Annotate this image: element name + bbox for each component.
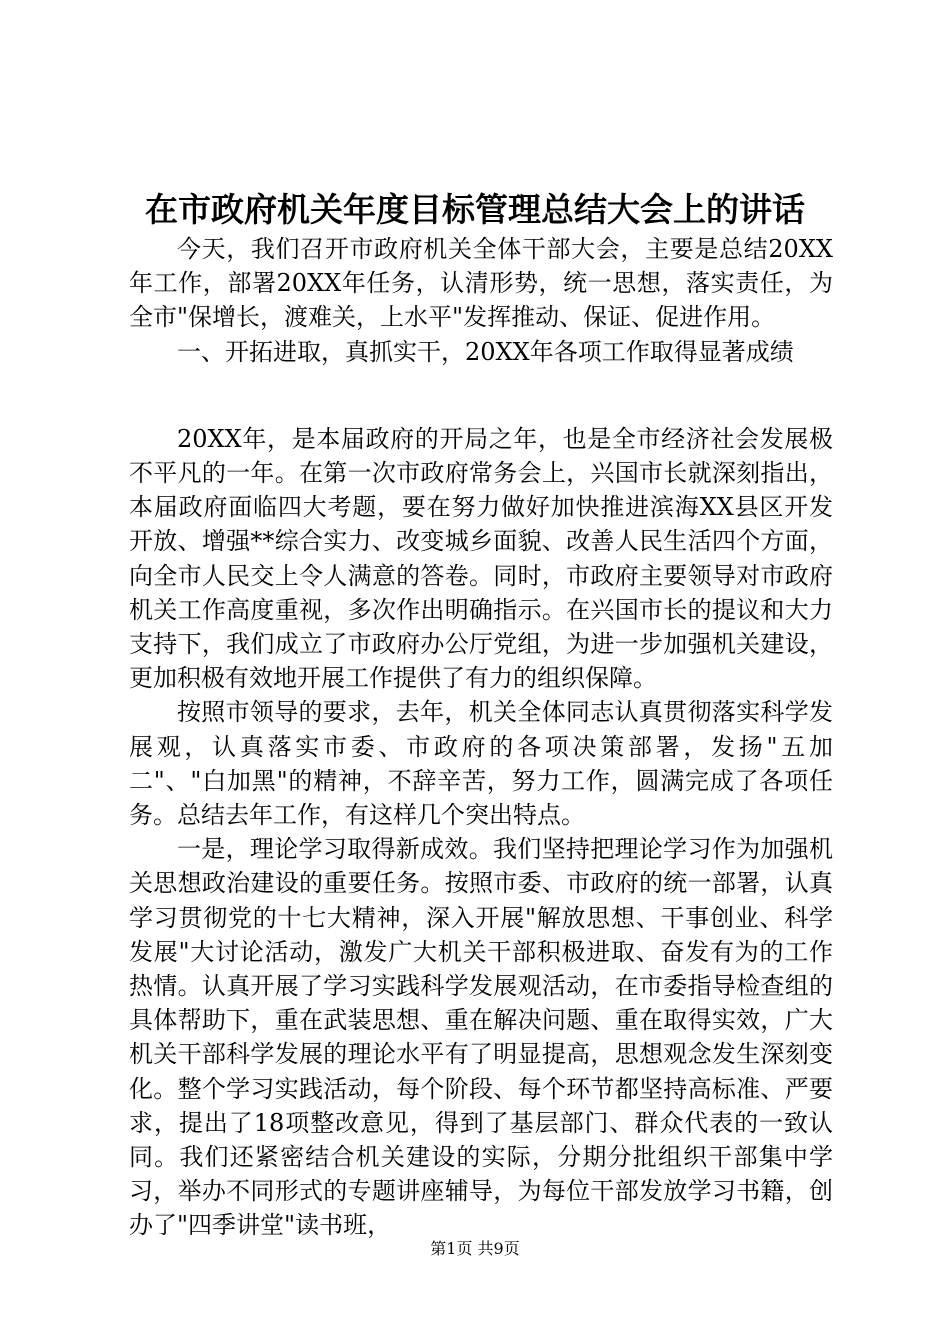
page-number-footer: 第1页 共9页	[430, 1239, 520, 1258]
document-title: 在市政府机关年度目标管理总结大会上的讲话	[145, 190, 805, 229]
body-paragraph: 按照市领导的要求，去年，机关全体同志认真贯彻落实科学发展观，认真落实市委、市政府的各项决策部署，发扬"五加二"、"白加黑"的精神，不辞辛苦，努力工作，圆满完成了各项任务。总结去年工作，有这样几个突出特点。	[129, 698, 833, 830]
body-paragraph: 20XX年，是本届政府的开局之年，也是全市经济社会发展极不平凡的一年。在第一次市政府常务会上，兴国市长就深刻指出，本届政府面临四大考题，要在努力做好加快推进滨海XX县区开发开放、增强**综合实力、改变城乡面貌、改善人民生活四个方面，向全市人民交上令人满意的答卷。同时，市政府主要领导对市政府机关工作高度重视，多次作出明确指示。在兴国市长的提议和大力支持下，我们成立了市政府办公厅党组，为进一步加强机关建设，更加积极有效地开展工作提供了有力的组织保障。	[129, 424, 833, 693]
section-heading: 一、开拓进取，真抓实干，20XX年各项工作取得显著成绩	[177, 337, 794, 366]
body-paragraph: 一是，理论学习取得新成效。我们坚持把理论学习作为加强机关思想政治建设的重要任务。按照市委、市政府的统一部署，认真学习贯彻党的十七大精神，深入开展"解放思想、干事创业、科学发展"大讨论活动，激发广大机关干部积极进取、奋发有为的工作热情。认真开展了学习实践科学发展观活动，在市委指导检查组的具体帮助下，重在武装思想、重在解决问题、重在取得实效，广大机关干部科学发展的理论水平有了明显提高，思想观念发生深刻变化。整个学习实践活动，每个阶段、每个环节都坚持高标准、严要求，提出了18项整改意见，得到了基层部门、群众代表的一致认同。我们还紧密结合机关建设的实际，分期分批组织干部集中学习，举办不同形式的专题讲座辅导，为每位干部发放学习书籍，创办了"四季讲堂"读书班，	[129, 835, 833, 1240]
section-spacer	[129, 369, 833, 422]
intro-paragraph: 今天，我们召开市政府机关全体干部大会，主要是总结20XX年工作，部署20XX年任务，认清形势，统一思想，落实责任，为全市"保增长，渡难关，上水平"发挥推动、保证、促进作用。	[129, 235, 833, 332]
document-body	[129, 232, 833, 1243]
